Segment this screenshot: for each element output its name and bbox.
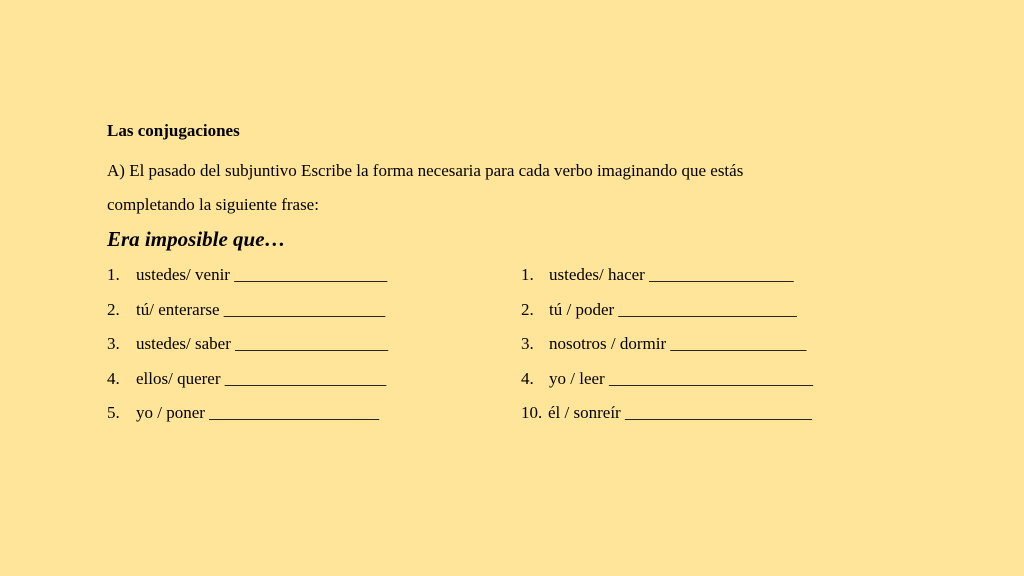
item-text: ustedes/ hacer _________________ <box>549 265 794 284</box>
item-number: 3. <box>107 334 120 353</box>
item-text: ellos/ querer ___________________ <box>136 368 387 388</box>
item-text: él / sonreír ______________________ <box>548 403 812 422</box>
item-text: ustedes/ saber __________________ <box>136 334 389 353</box>
item-text: tú / poder _____________________ <box>549 299 797 319</box>
item-number: 4. <box>521 368 534 388</box>
item-text: ustedes/ venir __________________ <box>136 265 388 284</box>
exercise-item <box>521 330 813 365</box>
exercise-item <box>521 296 813 331</box>
item-number: 2. <box>107 299 120 319</box>
exercise-item <box>107 365 388 400</box>
exercise-item <box>107 296 388 331</box>
exercise-list-right <box>521 261 813 434</box>
exercise-item <box>521 365 813 400</box>
exercise-item <box>521 261 813 296</box>
worksheet-title: Las conjugaciones <box>107 121 240 140</box>
item-text: yo / leer ________________________ <box>549 368 813 388</box>
exercise-item <box>107 261 388 296</box>
item-text: yo / poner ____________________ <box>136 403 380 422</box>
item-number: 5. <box>107 403 120 422</box>
item-text: tú/ enterarse ___________________ <box>136 299 386 319</box>
exercise-item <box>107 399 388 434</box>
exercise-list-left <box>107 261 388 434</box>
instructions-line-1: A) El pasado del subjuntivo Escribe la forma necesaria para cada verbo imaginando que estás <box>107 161 744 180</box>
item-number: 1. <box>107 265 120 284</box>
exercise-item <box>107 330 388 365</box>
instructions <box>107 154 867 222</box>
instructions-line-2: completando la siguiente frase: <box>107 195 319 214</box>
item-number: 4. <box>107 368 120 388</box>
item-number: 10. <box>521 403 543 422</box>
exercise-item <box>521 399 813 434</box>
item-number: 3. <box>521 334 534 353</box>
sentence-prompt: Era imposible que… <box>107 227 286 251</box>
item-number: 2. <box>521 299 534 319</box>
item-text: nosotros / dormir ________________ <box>549 334 807 353</box>
item-number: 1. <box>521 265 534 284</box>
